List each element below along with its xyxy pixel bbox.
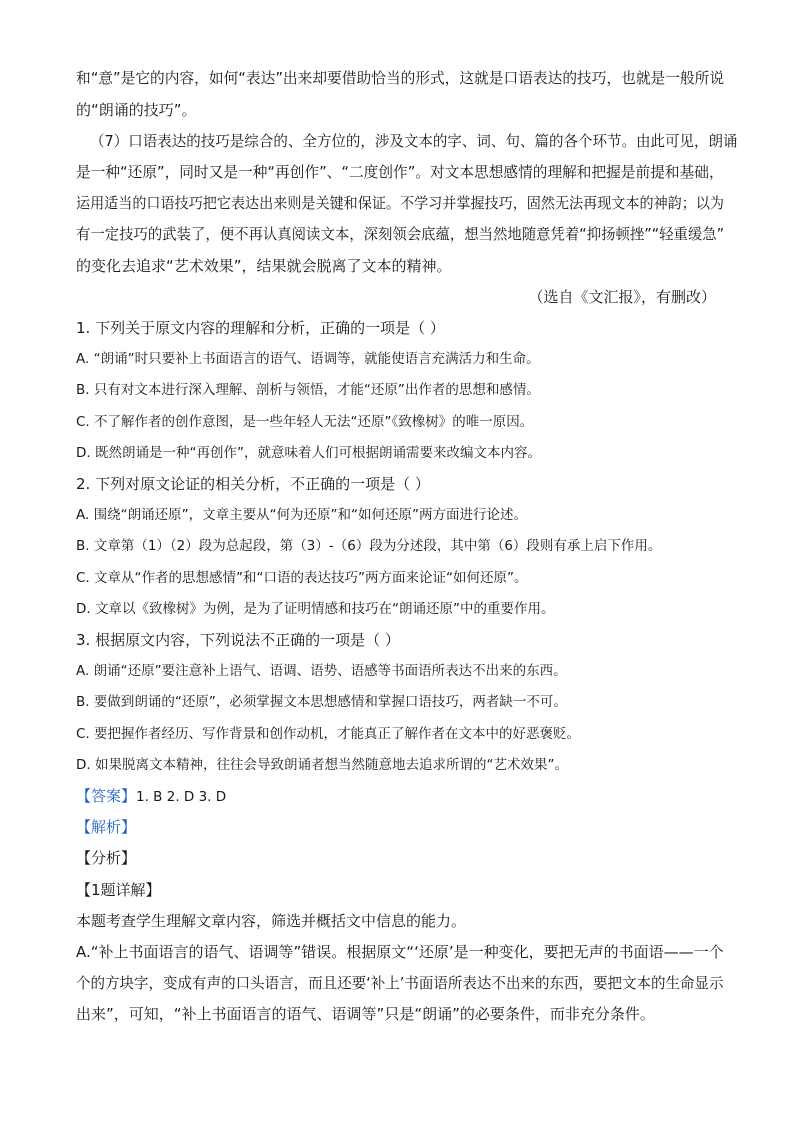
- fenxi-label: 【分析】: [76, 849, 137, 867]
- answer-value: 1. B 2. D 3. D: [136, 789, 227, 805]
- q1-detail-heading: 【1题详解】: [76, 881, 161, 899]
- question-option: B. 要做到朗诵的“还原”，必须掌握文本思想感情和掌握口语技巧，两者缺一不可。: [76, 694, 567, 710]
- question-option: B. 只有对文本进行深入理解、剖析与领悟，才能“还原”出作者的思想和感情。: [76, 382, 540, 398]
- question-option: B. 文章第（1）（2）段为总起段，第（3）-（6）段为分述段，其中第（6）段则有承上启下作用。: [76, 538, 662, 554]
- question-option: C. 要把握作者经历、写作背景和创作动机，才能真正了解作者在文本中的好恶褒贬。: [76, 726, 581, 742]
- analysis-line: 个的方块字，变成有声的口头语言，而且还要‘补上’书面语所表达不出来的东西，要把文本的生命显示: [76, 974, 724, 992]
- answer-row: [76, 786, 226, 807]
- question-option: D. 如果脱离文本精神，往往会导致朗诵者想当然随意地去追求所谓的“艺术效果”。: [76, 757, 568, 773]
- question-option: A. 围绕“朗诵还原”，文章主要从“何为还原”和“如何还原”两方面进行论述。: [76, 507, 528, 523]
- analysis-intro: 本题考查学生理解文章内容，筛选并概括文中信息的能力。: [76, 912, 467, 930]
- passage-line: 的变化去追求“艺术效果”，结果就会脱离了文本的精神。: [76, 257, 452, 275]
- question-option: D. 既然朗诵是一种“再创作”，就意味着人们可根据朗诵需要来改编文本内容。: [76, 445, 541, 461]
- question-stem: 3. 根据原文内容，下列说法不正确的一项是（ ）: [76, 631, 400, 649]
- passage-line: 和“意”是它的内容，如何“表达”出来却要借助恰当的形式，这就是口语表达的技巧，也就是一般所说: [76, 69, 725, 87]
- question-stem: 2. 下列对原文论证的相关分析，不正确的一项是（ ）: [76, 475, 430, 493]
- answer-label: 【答案】: [76, 787, 137, 805]
- question-option: D. 文章以《致橡树》为例，是为了证明情感和技巧在“朗诵还原”中的重要作用。: [76, 601, 555, 617]
- passage-source: （选自《文汇报》，有删改）: [528, 288, 716, 306]
- question-option: C. 文章从“作者的思想感情”和“口语的表达技巧”两方面来论证“如何还原”。: [76, 570, 528, 586]
- passage-line: 的“朗诵的技巧”。: [76, 101, 197, 119]
- passage-line: （7）口语表达的技巧是综合的、全方位的，涉及文本的字、词、句、篇的各个环节。由此可见，朗诵: [90, 132, 738, 150]
- question-option: A. “朗诵”时只要补上书面语言的语气、语调等，就能使语言充满活力和生命。: [76, 351, 540, 367]
- question-stem: 1. 下列关于原文内容的理解和分析，正确的一项是（ ）: [76, 319, 445, 337]
- passage-line: 有一定技巧的武装了，便不再认真阅读文本，深刻领会底蕴，想当然地随意凭着“抑扬顿挫”“轻重缓急”: [76, 225, 725, 243]
- analysis-line: 出来”，可知，“补上书面语言的语气、语调等”只是“朗诵”的必要条件，而非充分条件。: [76, 1005, 655, 1023]
- analysis-label: 【解析】: [76, 818, 137, 836]
- passage-line: 是一种“还原”，同时又是一种“再创作”、“二度创作”。对文本思想感情的理解和把握是前提和基础，: [76, 163, 724, 181]
- question-option: C. 不了解作者的创作意图，是一些年轻人无法“还原”《致橡树》的唯一原因。: [76, 414, 534, 430]
- question-option: A. 朗诵“还原”要注意补上语气、语调、语势、语感等书面语所表达不出来的东西。: [76, 663, 567, 679]
- analysis-line: A.“补上书面语言的语气、语调等”错误。根据原文“‘还原’是一种变化，要把无声的书面语——一个: [76, 943, 724, 961]
- passage-line: 运用适当的口语技巧把它表达出来则是关键和保证。不学习并掌握技巧，固然无法再现文本的神韵；以为: [76, 194, 725, 212]
